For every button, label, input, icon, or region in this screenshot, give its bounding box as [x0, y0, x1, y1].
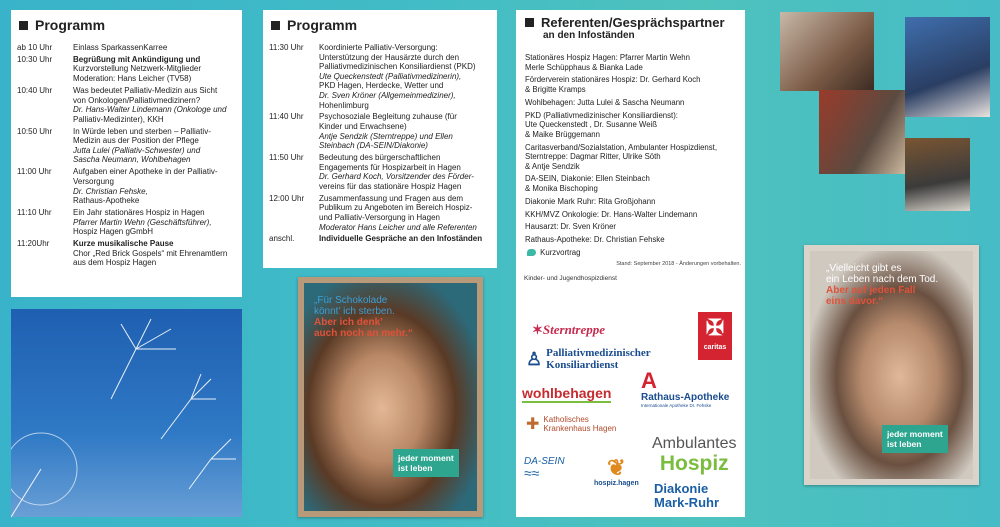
logo-diakonie: Diakonie Mark-Ruhr — [654, 481, 720, 510]
program-row — [17, 239, 236, 268]
program-time: anschl. — [269, 234, 295, 244]
poster-man — [804, 245, 979, 485]
speaker-line: Caritasverband/Sozialstation, Ambulanter Hospizdienst, — [525, 142, 717, 152]
speakers-list — [525, 53, 741, 245]
logo-ambulantes-hospiz: Ambulantes Hospiz — [652, 435, 737, 475]
program-line: Ute Queckenstedt (Palliativmedizinerin), — [319, 71, 462, 81]
program-description — [73, 86, 236, 124]
program-description — [73, 239, 236, 268]
program-description — [73, 208, 236, 237]
speaker-line: Ute Queckenstedt , Dr. Susanne Weiß — [525, 120, 658, 130]
event-photo-4 — [905, 138, 970, 211]
program-line: Koordinierte Palliativ-Versorgung: — [319, 43, 438, 52]
program-description — [319, 234, 491, 244]
poster-boy — [298, 277, 483, 517]
program-row — [269, 153, 491, 191]
program-time: 12:00 Uhr — [269, 193, 305, 203]
program-line: Kinder und Erwachsene) — [319, 122, 407, 132]
program-line: aus dem Hospiz Hagen — [73, 258, 157, 268]
tree-icon: ❦ — [607, 455, 626, 480]
speaker-line: DA-SEIN, Diakonie: Ellen Steinbach — [525, 174, 650, 184]
program-line: Dr. Sven Kröner (Allgemeinmediziner), — [319, 90, 456, 100]
program-line: Bedeutung des bürgerschaftlichen — [319, 153, 441, 163]
speaker-line: Rathaus-Apotheke: Dr. Christian Fehske — [525, 235, 665, 245]
program-row — [269, 194, 491, 232]
program-row — [269, 112, 491, 150]
program-time: 11:40 Uhr — [269, 112, 304, 122]
program-line: Kurze musikalische Pause — [73, 239, 174, 249]
program-description — [73, 43, 236, 53]
program-line: Medizin aus der Position der Pflege — [73, 136, 199, 146]
program-description — [73, 55, 236, 84]
logo-wohlbehagen: wohlbehagen — [522, 385, 612, 401]
speaker-entry — [525, 98, 741, 108]
program-row — [17, 55, 236, 84]
program-row — [17, 167, 236, 205]
speakers-heading: Referenten/Gesprächspartner — [525, 15, 745, 30]
speaker-line: Stationäres Hospiz Hagen: Pfarrer Martin Wehn — [525, 53, 690, 62]
program-line: Engagements für Hospizarbeit in Hagen — [319, 162, 461, 172]
dandelion-seeds-icon — [11, 309, 242, 517]
program-line: Ein Jahr stationäres Hospiz in Hagen — [73, 207, 205, 217]
program-time: 11:10 Uhr — [17, 207, 52, 217]
program-line: Antje Sendzik (Sterntreppe) und Ellen — [319, 131, 453, 141]
program-line: PKD Hagen, Herdecke, Wetter und — [319, 81, 444, 91]
program-line: Chor „Red Brick Gospels“ mit Ehrenamtlern — [73, 248, 228, 258]
program-line: Hohenlimburg — [319, 100, 369, 110]
program-line: und Palliativ-Versorgung in Hagen — [319, 212, 440, 222]
speaker-line: Förderverein stationäres Hospiz: Dr. Gerhard Koch — [525, 75, 701, 85]
speaker-entry — [525, 143, 741, 172]
program-line: von Onkologen/Palliativmedizinern? — [73, 95, 201, 105]
program-description — [73, 167, 236, 205]
poster-man-quote: „Vielleicht gibt es ein Leben nach dem Tod. Aber auf jeden Fall eins davor.“ — [826, 263, 939, 307]
program-time: 10:30 Uhr — [17, 54, 53, 64]
logo-rathaus-apotheke: A Rathaus-Apotheke Internationale Apotheke Dr. Fehske — [641, 370, 739, 408]
program-line: Sascha Neumann, Wohlbehagen — [73, 155, 191, 165]
speaker-line: Merle Schüpphaus & Bianka Lade — [525, 62, 643, 72]
event-photo-2 — [905, 17, 990, 117]
program-line: In Würde leben und sterben – Palliativ- — [73, 126, 211, 136]
program-row — [17, 43, 236, 53]
program-line: Palliativmedizinischen Konsiliardienst (PKD) — [319, 62, 476, 72]
dandelion-image — [11, 309, 242, 517]
program-line: Versorgung — [73, 176, 114, 186]
program-time: 11:20Uhr — [17, 239, 50, 249]
program-line: Pfarrer Martin Wehn (Geschäftsführer), — [73, 217, 212, 227]
program-line: Aufgaben einer Apotheke in der Palliativ- — [73, 167, 218, 177]
program-time: 11:50 Uhr — [269, 153, 304, 163]
speaker-entry — [525, 222, 741, 232]
speaker-line: & Maike Brüggemann — [525, 129, 600, 139]
program-line: Einlass SparkassenKarree — [73, 43, 168, 52]
speaker-line: PKD (Palliativmedizinischer Konsiliardienst): — [525, 110, 678, 120]
speaker-entry — [525, 210, 741, 220]
program-heading-1: Programm — [19, 17, 242, 33]
flame-cross-icon: ✠ — [705, 315, 725, 340]
speakers-panel — [516, 10, 745, 517]
speaker-line: & Monika Bischoping — [525, 184, 598, 194]
speaker-entry — [525, 197, 741, 207]
program-row — [17, 86, 236, 124]
program-heading-2: Programm — [271, 17, 497, 33]
program-description — [319, 194, 491, 232]
program-list-2 — [269, 43, 491, 244]
speaker-line: Diakonie Mark Ruhr: Rita Großjohann — [525, 196, 656, 206]
program-description — [319, 153, 491, 191]
event-photo-3 — [819, 90, 905, 174]
star-icon: ✶ — [532, 322, 543, 337]
logo-sterntreppe: ✶Sterntreppe — [532, 322, 606, 337]
program-line: Moderator Hans Leicher und alle Referenten — [319, 222, 477, 232]
logo-caritas: ✠ caritas — [698, 312, 732, 360]
logo-kkh: ✚ Katholisches Krankenhaus Hagen — [526, 415, 617, 433]
speaker-entry — [525, 174, 741, 193]
program-row — [17, 208, 236, 237]
program-description — [319, 112, 491, 150]
speaker-line: & Brigitte Kramps — [525, 84, 586, 94]
program-line: Dr. Hans-Walter Lindemann (Onkologe und — [73, 105, 227, 115]
poster-boy-quote: „Für Schokolade könnt’ ich sterben. Aber ich denk’ auch noch an mehr.“ — [314, 295, 413, 339]
square-bullet-icon — [19, 21, 28, 30]
program-line: Dr. Gerhard Koch, Vorsitzender des Förder- — [319, 172, 474, 182]
program-line: Begrüßung mit Ankündigung und — [73, 54, 201, 64]
program-row — [17, 127, 236, 165]
speaker-line: Wohlbehagen: Jutta Lulei & Sascha Neumann — [525, 97, 685, 107]
event-photo-1 — [780, 12, 874, 91]
square-bullet-icon — [525, 18, 534, 27]
logo-pkd: ♙ Palliativmedizinischer Konsiliardienst — [526, 347, 651, 371]
program-description — [73, 127, 236, 165]
poster-boy-badge: jeder moment ist leben — [393, 449, 459, 477]
legend: Kurzvortrag — [525, 248, 745, 258]
poster-man-badge: jeder moment ist leben — [882, 425, 948, 453]
program-panel-2 — [263, 10, 497, 268]
program-time: 10:40 Uhr — [17, 85, 53, 95]
speaker-entry — [525, 111, 741, 140]
speakers-subheading: an den Infoständen — [543, 30, 635, 41]
program-time: 11:00 Uhr — [17, 167, 52, 177]
program-row — [269, 43, 491, 110]
program-line: Palliativ-Medizinter), KKH — [73, 114, 164, 124]
wave-icon: ≈≈ — [524, 465, 540, 481]
program-line: Hospiz Hagen gGmbH — [73, 227, 154, 237]
program-description — [319, 43, 491, 110]
speaker-entry — [525, 235, 741, 245]
program-time: 10:50 Uhr — [17, 126, 53, 136]
program-line: Individuelle Gespräche an den Infoständen — [319, 234, 483, 244]
speaker-entry — [525, 53, 741, 72]
program-line: Zusammenfassung und Fragen aus dem — [319, 193, 464, 203]
program-line: Psychosoziale Begleitung zuhause (für — [319, 112, 457, 122]
program-line: vereins für das stationäre Hospiz Hagen — [319, 181, 462, 191]
logo-hospiz-hagen: ❦ hospiz.hagen — [594, 455, 639, 487]
program-line: Unterstützung der Hausärzte durch den — [319, 52, 460, 62]
program-line: Publikum zu Angeboten im Bereich Hospiz- — [319, 203, 473, 213]
program-line: Kurzvorstellung Netzwerk-Mitglieder — [73, 64, 202, 74]
person-icon: ♙ — [526, 349, 543, 369]
program-time: ab 10 Uhr — [17, 43, 53, 52]
speaker-line: KKH/MVZ Onkologie: Dr. Hans-Walter Lindemann — [525, 209, 698, 219]
program-line: Dr. Christian Fehske, — [73, 186, 148, 196]
program-time: 11:30 Uhr — [269, 43, 304, 52]
speaker-line: & Antje Sendzik — [525, 161, 580, 171]
program-line: Jutta Lulei (Palliativ-Schwester) und — [73, 145, 201, 155]
speaker-line: Hausarzt: Dr. Sven Kröner — [525, 222, 617, 232]
program-list-1 — [17, 43, 236, 268]
apotheke-a-icon: A — [641, 368, 657, 393]
program-panel-1 — [11, 10, 242, 297]
program-line: Was bedeutet Palliativ-Medizin aus Sicht — [73, 85, 218, 95]
stand-note: Stand: September 2018 - Änderungen vorbehalten. — [616, 260, 741, 267]
program-line: Steinbach (DA-SEIN/Diakonie) — [319, 141, 428, 151]
speaker-line: Sterntreppe: Dagmar Ritter, Ulrike Söth — [525, 152, 661, 162]
program-line: Rathaus-Apotheke — [73, 196, 140, 206]
logos-label: Kinder- und Jugendhospizdienst — [524, 274, 617, 282]
speech-bubble-icon — [527, 249, 536, 256]
cross-icon: ✚ — [526, 415, 540, 433]
program-line: Moderation: Hans Leicher (TV58) — [73, 74, 192, 84]
program-row — [269, 234, 491, 244]
logo-dasein: DA-SEIN ≈≈ — [524, 456, 565, 481]
square-bullet-icon — [271, 21, 280, 30]
speaker-entry — [525, 75, 741, 94]
